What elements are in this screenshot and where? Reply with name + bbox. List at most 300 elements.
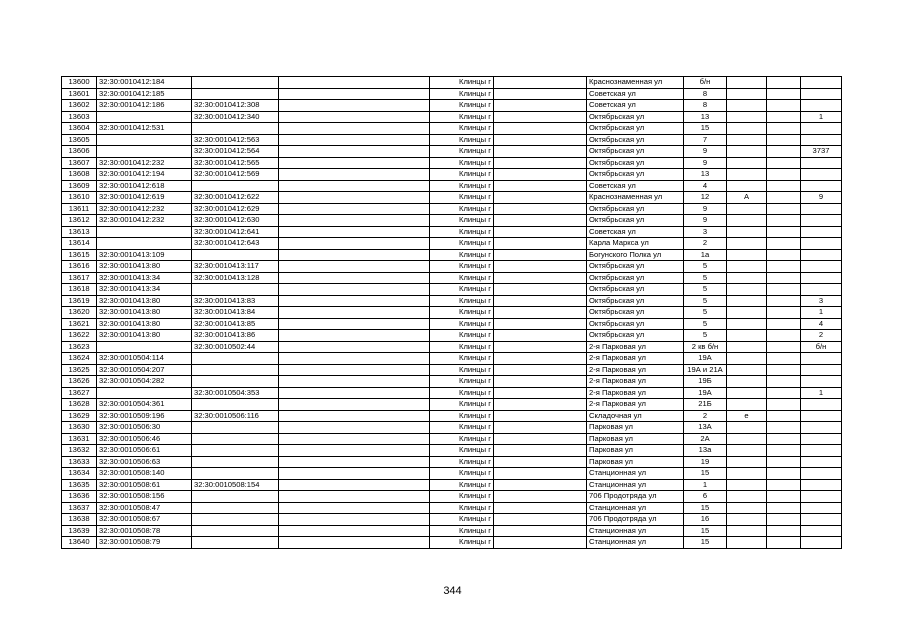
- cell-row-number: 13615: [62, 249, 97, 261]
- cell-empty: [494, 88, 587, 100]
- cell-empty: [767, 169, 801, 181]
- cell-empty: [767, 330, 801, 342]
- cell-letter: [727, 215, 767, 227]
- cell-empty: [494, 249, 587, 261]
- cell-cadastral-number: [97, 146, 192, 158]
- cell-city: Клинцы г: [430, 353, 494, 365]
- cell-letter: [727, 353, 767, 365]
- cell-street: Советская ул: [587, 100, 684, 112]
- cell-row-number: 13613: [62, 226, 97, 238]
- cell-empty: [767, 123, 801, 135]
- cell-row-number: 13639: [62, 525, 97, 537]
- cell-row-number: 13608: [62, 169, 97, 181]
- cell-cadastral-number: 32:30:0010508:47: [97, 502, 192, 514]
- cell-empty: [494, 445, 587, 457]
- cell-cadastral-number: 32:30:0010412:619: [97, 192, 192, 204]
- cell-street: Станционная ул: [587, 468, 684, 480]
- cell-empty: [494, 422, 587, 434]
- cell-empty: [279, 468, 430, 480]
- cell-row-number: 13617: [62, 272, 97, 284]
- cell-letter: [727, 525, 767, 537]
- cell-cadastral-number-2: 32:30:0010412:629: [192, 203, 279, 215]
- cell-empty: [767, 88, 801, 100]
- table-row: [62, 318, 842, 330]
- cell-row-number: 13624: [62, 353, 97, 365]
- cell-empty: [279, 433, 430, 445]
- cell-empty: [767, 111, 801, 123]
- cell-city: Клинцы г: [430, 157, 494, 169]
- cell-cadastral-number-2: [192, 433, 279, 445]
- table-row: [62, 491, 842, 503]
- cell-letter: [727, 88, 767, 100]
- cell-cadastral-number: [97, 238, 192, 250]
- cell-flat-number: 9: [801, 192, 842, 204]
- cell-street: Складочная ул: [587, 410, 684, 422]
- registry-table: [61, 76, 842, 549]
- cell-empty: [279, 387, 430, 399]
- cell-flat-number: [801, 468, 842, 480]
- cell-city: Клинцы г: [430, 169, 494, 181]
- cell-cadastral-number-2: 32:30:0010413:83: [192, 295, 279, 307]
- cell-house-number: 12: [684, 192, 727, 204]
- cell-empty: [767, 180, 801, 192]
- cell-flat-number: [801, 215, 842, 227]
- cell-row-number: 13634: [62, 468, 97, 480]
- cell-empty: [279, 203, 430, 215]
- cell-letter: [727, 330, 767, 342]
- cell-flat-number: 1: [801, 307, 842, 319]
- cell-street: Октябрьская ул: [587, 261, 684, 273]
- cell-street: 2-я Парковая ул: [587, 341, 684, 353]
- cell-cadastral-number-2: 32:30:0010413:117: [192, 261, 279, 273]
- cell-row-number: 13635: [62, 479, 97, 491]
- cell-house-number: 9: [684, 203, 727, 215]
- cell-letter: [727, 180, 767, 192]
- cell-letter: [727, 111, 767, 123]
- cell-city: Клинцы г: [430, 111, 494, 123]
- table-row: [62, 422, 842, 434]
- cell-cadastral-number-2: [192, 180, 279, 192]
- cell-street: Октябрьская ул: [587, 146, 684, 158]
- table-row: [62, 410, 842, 422]
- cell-empty: [767, 157, 801, 169]
- cell-empty: [279, 215, 430, 227]
- cell-city: Клинцы г: [430, 238, 494, 250]
- cell-empty: [279, 502, 430, 514]
- cell-cadastral-number-2: 32:30:0010413:128: [192, 272, 279, 284]
- cell-letter: [727, 157, 767, 169]
- cell-cadastral-number: 32:30:0010413:109: [97, 249, 192, 261]
- cell-cadastral-number: 32:30:0010506:63: [97, 456, 192, 468]
- cell-street: Станционная ул: [587, 537, 684, 549]
- cell-empty: [767, 249, 801, 261]
- cell-empty: [279, 422, 430, 434]
- cell-cadastral-number-2: [192, 491, 279, 503]
- cell-letter: [727, 261, 767, 273]
- cell-street: Парковая ул: [587, 422, 684, 434]
- cell-house-number: 5: [684, 295, 727, 307]
- cell-empty: [279, 353, 430, 365]
- cell-letter: [727, 422, 767, 434]
- cell-empty: [494, 341, 587, 353]
- cell-cadastral-number-2: 32:30:0010504:353: [192, 387, 279, 399]
- cell-empty: [767, 525, 801, 537]
- cell-empty: [767, 422, 801, 434]
- cell-street: Краснознаменная ул: [587, 192, 684, 204]
- cell-flat-number: [801, 525, 842, 537]
- cell-house-number: 2: [684, 238, 727, 250]
- table-row: [62, 468, 842, 480]
- table-row: [62, 261, 842, 273]
- cell-empty: [494, 318, 587, 330]
- cell-flat-number: [801, 100, 842, 112]
- table-row: [62, 88, 842, 100]
- cell-empty: [279, 284, 430, 296]
- cell-house-number: 5: [684, 318, 727, 330]
- cell-street: 2-я Парковая ул: [587, 376, 684, 388]
- cell-empty: [494, 399, 587, 411]
- cell-street: 2-я Парковая ул: [587, 364, 684, 376]
- cell-cadastral-number: [97, 111, 192, 123]
- cell-city: Клинцы г: [430, 249, 494, 261]
- cell-cadastral-number-2: [192, 537, 279, 549]
- table-row: [62, 238, 842, 250]
- cell-letter: [727, 226, 767, 238]
- cell-cadastral-number: 32:30:0010413:80: [97, 261, 192, 273]
- cell-row-number: 13637: [62, 502, 97, 514]
- table-row: [62, 226, 842, 238]
- cell-empty: [279, 514, 430, 526]
- cell-row-number: 13618: [62, 284, 97, 296]
- cell-street: Октябрьская ул: [587, 134, 684, 146]
- cell-empty: [494, 261, 587, 273]
- table-row: [62, 502, 842, 514]
- cell-house-number: 19: [684, 456, 727, 468]
- cell-empty: [494, 537, 587, 549]
- cell-cadastral-number: 32:30:0010508:61: [97, 479, 192, 491]
- cell-cadastral-number: 32:30:0010412:186: [97, 100, 192, 112]
- cell-letter: [727, 502, 767, 514]
- cell-street: Парковая ул: [587, 445, 684, 457]
- cell-row-number: 13620: [62, 307, 97, 319]
- cell-letter: [727, 238, 767, 250]
- cell-city: Клинцы г: [430, 376, 494, 388]
- cell-street: Советская ул: [587, 180, 684, 192]
- cell-cadastral-number: 32:30:0010508:140: [97, 468, 192, 480]
- cell-empty: [279, 77, 430, 89]
- cell-street: 706 Продотряда ул: [587, 514, 684, 526]
- cell-street: Октябрьская ул: [587, 284, 684, 296]
- cell-empty: [767, 77, 801, 89]
- cell-cadastral-number-2: [192, 376, 279, 388]
- table-row: [62, 157, 842, 169]
- cell-empty: [767, 238, 801, 250]
- table-row: [62, 364, 842, 376]
- cell-empty: [279, 376, 430, 388]
- cell-street: 2-я Парковая ул: [587, 353, 684, 365]
- cell-empty: [767, 318, 801, 330]
- cell-letter: [727, 479, 767, 491]
- table-row: [62, 100, 842, 112]
- cell-letter: [727, 387, 767, 399]
- cell-empty: [494, 491, 587, 503]
- cell-empty: [279, 491, 430, 503]
- cell-street: Краснознаменная ул: [587, 77, 684, 89]
- cell-empty: [494, 410, 587, 422]
- table-row: [62, 433, 842, 445]
- cell-empty: [494, 353, 587, 365]
- cell-cadastral-number-2: 32:30:0010412:641: [192, 226, 279, 238]
- cell-cadastral-number-2: 32:30:0010413:86: [192, 330, 279, 342]
- cell-city: Клинцы г: [430, 468, 494, 480]
- cell-street: 2-я Парковая ул: [587, 399, 684, 411]
- cell-flat-number: [801, 134, 842, 146]
- cell-street: Станционная ул: [587, 479, 684, 491]
- cell-city: Клинцы г: [430, 479, 494, 491]
- cell-letter: [727, 272, 767, 284]
- cell-cadastral-number-2: [192, 525, 279, 537]
- cell-empty: [767, 479, 801, 491]
- cell-cadastral-number: 32:30:0010506:46: [97, 433, 192, 445]
- cell-flat-number: [801, 479, 842, 491]
- cell-cadastral-number-2: 32:30:0010412:308: [192, 100, 279, 112]
- cell-house-number: 15: [684, 502, 727, 514]
- cell-flat-number: [801, 226, 842, 238]
- cell-flat-number: [801, 284, 842, 296]
- cell-street: Октябрьская ул: [587, 295, 684, 307]
- cell-cadastral-number: [97, 341, 192, 353]
- cell-row-number: 13628: [62, 399, 97, 411]
- cell-row-number: 13604: [62, 123, 97, 135]
- cell-cadastral-number: 32:30:0010508:156: [97, 491, 192, 503]
- cell-house-number: 8: [684, 100, 727, 112]
- page-number: 344: [443, 585, 462, 597]
- table-row: [62, 215, 842, 227]
- table-row: [62, 249, 842, 261]
- cell-empty: [494, 157, 587, 169]
- cell-letter: [727, 284, 767, 296]
- cell-house-number: 4: [684, 180, 727, 192]
- table-row: [62, 514, 842, 526]
- cell-cadastral-number: 32:30:0010509:196: [97, 410, 192, 422]
- cell-letter: [727, 100, 767, 112]
- cell-flat-number: [801, 491, 842, 503]
- cell-cadastral-number-2: 32:30:0010508:154: [192, 479, 279, 491]
- cell-city: Клинцы г: [430, 88, 494, 100]
- cell-empty: [279, 169, 430, 181]
- cell-row-number: 13630: [62, 422, 97, 434]
- table-row: [62, 399, 842, 411]
- cell-cadastral-number-2: [192, 399, 279, 411]
- cell-empty: [279, 479, 430, 491]
- cell-empty: [767, 445, 801, 457]
- table-row: [62, 445, 842, 457]
- cell-flat-number: 3737: [801, 146, 842, 158]
- cell-house-number: 21Б: [684, 399, 727, 411]
- cell-empty: [279, 157, 430, 169]
- cell-house-number: 7: [684, 134, 727, 146]
- registry-table-body: [62, 77, 842, 549]
- cell-cadastral-number: 32:30:0010412:232: [97, 203, 192, 215]
- cell-row-number: 13627: [62, 387, 97, 399]
- cell-empty: [767, 433, 801, 445]
- cell-street: Советская ул: [587, 88, 684, 100]
- cell-empty: [279, 146, 430, 158]
- cell-flat-number: [801, 537, 842, 549]
- cell-house-number: 15: [684, 468, 727, 480]
- cell-house-number: 15: [684, 537, 727, 549]
- cell-cadastral-number: 32:30:0010506:61: [97, 445, 192, 457]
- cell-house-number: 8: [684, 88, 727, 100]
- cell-city: Клинцы г: [430, 341, 494, 353]
- cell-empty: [279, 272, 430, 284]
- cell-house-number: 1: [684, 479, 727, 491]
- cell-cadastral-number: 32:30:0010504:207: [97, 364, 192, 376]
- cell-house-number: 5: [684, 330, 727, 342]
- cell-street: Октябрьская ул: [587, 318, 684, 330]
- cell-letter: [727, 399, 767, 411]
- cell-flat-number: [801, 157, 842, 169]
- cell-row-number: 13607: [62, 157, 97, 169]
- cell-letter: [727, 307, 767, 319]
- cell-city: Клинцы г: [430, 146, 494, 158]
- cell-city: Клинцы г: [430, 387, 494, 399]
- cell-empty: [767, 514, 801, 526]
- cell-empty: [494, 295, 587, 307]
- cell-house-number: 2: [684, 410, 727, 422]
- cell-row-number: 13619: [62, 295, 97, 307]
- cell-row-number: 13632: [62, 445, 97, 457]
- cell-empty: [767, 364, 801, 376]
- cell-flat-number: [801, 456, 842, 468]
- cell-empty: [279, 456, 430, 468]
- cell-cadastral-number-2: 32:30:0010412:622: [192, 192, 279, 204]
- cell-cadastral-number: 32:30:0010504:282: [97, 376, 192, 388]
- table-row: [62, 341, 842, 353]
- cell-house-number: 9: [684, 146, 727, 158]
- table-row: [62, 330, 842, 342]
- cell-letter: [727, 134, 767, 146]
- cell-empty: [279, 249, 430, 261]
- cell-empty: [279, 330, 430, 342]
- cell-flat-number: 4: [801, 318, 842, 330]
- cell-street: 2-я Парковая ул: [587, 387, 684, 399]
- cell-house-number: 19А: [684, 353, 727, 365]
- cell-row-number: 13609: [62, 180, 97, 192]
- table-row: [62, 387, 842, 399]
- cell-empty: [767, 134, 801, 146]
- cell-cadastral-number-2: [192, 353, 279, 365]
- cell-cadastral-number-2: 32:30:0010412:340: [192, 111, 279, 123]
- cell-city: Клинцы г: [430, 456, 494, 468]
- cell-city: Клинцы г: [430, 445, 494, 457]
- cell-empty: [279, 318, 430, 330]
- cell-empty: [767, 307, 801, 319]
- table-row: [62, 307, 842, 319]
- table-row: [62, 123, 842, 135]
- cell-row-number: 13610: [62, 192, 97, 204]
- cell-empty: [494, 226, 587, 238]
- cell-cadastral-number: 32:30:0010413:34: [97, 284, 192, 296]
- cell-empty: [279, 100, 430, 112]
- cell-row-number: 13625: [62, 364, 97, 376]
- cell-empty: [494, 111, 587, 123]
- cell-street: Октябрьская ул: [587, 123, 684, 135]
- cell-street: Парковая ул: [587, 456, 684, 468]
- cell-house-number: 13: [684, 169, 727, 181]
- cell-empty: [494, 180, 587, 192]
- cell-street: 706 Продотряда ул: [587, 491, 684, 503]
- cell-empty: [494, 238, 587, 250]
- cell-flat-number: 3: [801, 295, 842, 307]
- cell-street: Советская ул: [587, 226, 684, 238]
- cell-house-number: 6: [684, 491, 727, 503]
- table-row: [62, 295, 842, 307]
- cell-letter: [727, 537, 767, 549]
- cell-cadastral-number-2: [192, 77, 279, 89]
- cell-flat-number: [801, 180, 842, 192]
- cell-cadastral-number-2: 32:30:0010412:630: [192, 215, 279, 227]
- cell-house-number: 2 кв б/н: [684, 341, 727, 353]
- cell-cadastral-number-2: 32:30:0010413:84: [192, 307, 279, 319]
- cell-flat-number: [801, 410, 842, 422]
- cell-house-number: 16: [684, 514, 727, 526]
- cell-empty: [767, 215, 801, 227]
- cell-flat-number: [801, 364, 842, 376]
- cell-cadastral-number-2: [192, 514, 279, 526]
- cell-empty: [767, 491, 801, 503]
- cell-empty: [279, 445, 430, 457]
- cell-cadastral-number-2: 32:30:0010502:44: [192, 341, 279, 353]
- cell-city: Клинцы г: [430, 192, 494, 204]
- cell-row-number: 13614: [62, 238, 97, 250]
- cell-flat-number: [801, 272, 842, 284]
- cell-flat-number: [801, 376, 842, 388]
- cell-house-number: 13А: [684, 422, 727, 434]
- cell-cadastral-number: 32:30:0010412:232: [97, 215, 192, 227]
- cell-house-number: 15: [684, 123, 727, 135]
- cell-empty: [494, 456, 587, 468]
- cell-letter: [727, 295, 767, 307]
- cell-cadastral-number: 32:30:0010412:618: [97, 180, 192, 192]
- cell-cadastral-number-2: 32:30:0010506:116: [192, 410, 279, 422]
- cell-empty: [767, 100, 801, 112]
- cell-empty: [494, 169, 587, 181]
- cell-cadastral-number-2: 32:30:0010412:565: [192, 157, 279, 169]
- cell-house-number: 13: [684, 111, 727, 123]
- cell-city: Клинцы г: [430, 318, 494, 330]
- cell-house-number: б/н: [684, 77, 727, 89]
- table-row: [62, 284, 842, 296]
- cell-city: Клинцы г: [430, 100, 494, 112]
- cell-house-number: 19А: [684, 387, 727, 399]
- cell-cadastral-number: 32:30:0010412:194: [97, 169, 192, 181]
- cell-empty: [494, 272, 587, 284]
- cell-street: Октябрьская ул: [587, 111, 684, 123]
- cell-cadastral-number-2: [192, 422, 279, 434]
- cell-letter: [727, 433, 767, 445]
- cell-letter: е: [727, 410, 767, 422]
- cell-cadastral-number: 32:30:0010504:114: [97, 353, 192, 365]
- cell-empty: [494, 468, 587, 480]
- table-row: [62, 376, 842, 388]
- cell-city: Клинцы г: [430, 134, 494, 146]
- table-row: [62, 192, 842, 204]
- cell-flat-number: [801, 399, 842, 411]
- cell-row-number: 13616: [62, 261, 97, 273]
- cell-cadastral-number-2: [192, 88, 279, 100]
- cell-empty: [279, 238, 430, 250]
